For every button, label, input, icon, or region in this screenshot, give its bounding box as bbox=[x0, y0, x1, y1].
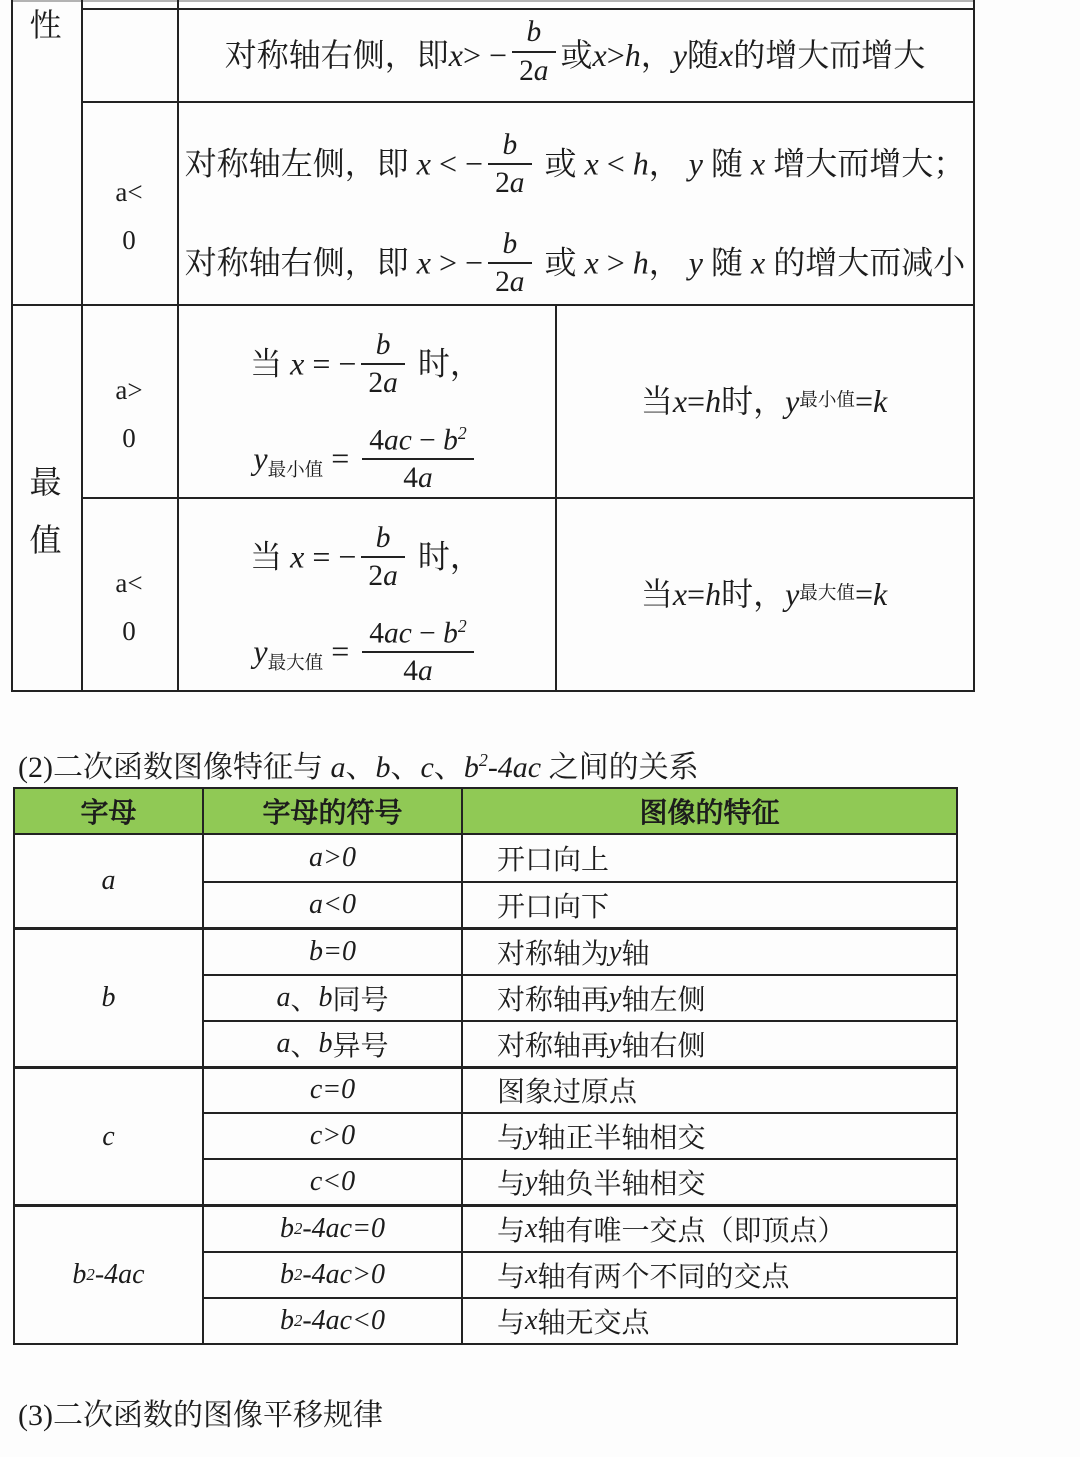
formula-line: 当 x = − $\frac{b}{2a}$ 时， bbox=[250, 521, 482, 592]
feature-cell: 对称轴再 y 轴左侧 bbox=[461, 974, 956, 1020]
column-header-feature bbox=[461, 789, 956, 835]
formula-line: 对称轴左侧，即 x < − $\frac{b}{2a}$ 或 x < h， y 随 x 增大而增大； bbox=[184, 128, 966, 199]
header-text: 字母的符号 bbox=[262, 798, 403, 829]
section-heading-3: (3)二次函数的图像平移规律 bbox=[18, 1399, 383, 1432]
letter-cell-a: a bbox=[101, 865, 116, 897]
section-label-monotonicity bbox=[13, 2, 79, 48]
formula-line: 当 x = − $\frac{b}{2a}$ 时， bbox=[250, 328, 482, 399]
condition-text: a< bbox=[115, 177, 143, 208]
sign-cell: c>0 bbox=[202, 1112, 461, 1158]
sign-cell: a 、 b 同号 bbox=[202, 974, 461, 1020]
feature-cell: 与 x 轴有唯一交点（即顶点） bbox=[461, 1204, 956, 1250]
feature-cell: 开口向上 bbox=[461, 835, 956, 881]
column-header-sign bbox=[202, 789, 461, 835]
feature-cell: 与 x 轴有两个不同的交点 bbox=[461, 1251, 956, 1297]
sign-cell: a 、 b 异号 bbox=[202, 1020, 461, 1066]
header-text: 图像的特征 bbox=[639, 798, 780, 829]
letter-cell-b: b bbox=[15, 927, 202, 1066]
minimum-vertex-form: 当 x = h 时， y 最小值 = k bbox=[640, 382, 888, 419]
column-header-letter bbox=[15, 789, 202, 835]
sign-cell: b 2 -4ac<0 bbox=[202, 1297, 461, 1343]
sign-cell: a>0 bbox=[202, 835, 461, 881]
feature-cell: 与 y 轴负半轴相交 bbox=[461, 1158, 956, 1204]
condition-cell-a-lt-0 bbox=[83, 499, 175, 716]
condition-text: 0 bbox=[122, 422, 136, 453]
properties-table bbox=[11, 0, 975, 692]
sign-cell: b=0 bbox=[202, 927, 461, 973]
section-label-text: 最 bbox=[29, 464, 63, 500]
sign-cell: c<0 bbox=[202, 1158, 461, 1204]
feature-cell: 对称轴为 y 轴 bbox=[461, 927, 956, 973]
condition-text: a> bbox=[115, 375, 143, 406]
section-label-text: 性 bbox=[29, 7, 63, 43]
condition-cell-a-gt-0 bbox=[83, 306, 175, 523]
header-text: 字母 bbox=[80, 798, 137, 829]
sign-cell: c=0 bbox=[202, 1066, 461, 1112]
formula-line: $y_{最大值}$ = $\frac{4ac - b^2}{4a}$ bbox=[253, 620, 478, 690]
condition-text: 0 bbox=[122, 224, 136, 255]
feature-cell: 图象过原点 bbox=[461, 1066, 956, 1112]
table-border-line bbox=[11, 0, 975, 2]
condition-cell-a-lt-0 bbox=[83, 103, 175, 330]
feature-cell: 对称轴再 y 轴右侧 bbox=[461, 1020, 956, 1066]
letter-cell-discriminant: b 2 -4ac bbox=[15, 1204, 202, 1343]
letter-cell-c: c bbox=[15, 1066, 202, 1205]
table-border-line bbox=[973, 0, 975, 692]
sign-cell: b 2 -4ac=0 bbox=[202, 1204, 461, 1250]
section-label-text: 值 bbox=[29, 522, 63, 558]
formula-line: $y_{最小值}$ = $\frac{4ac - b^2}{4a}$ bbox=[253, 427, 478, 497]
sign-cell: a<0 bbox=[202, 881, 461, 927]
feature-cell: 开口向下 bbox=[461, 881, 956, 927]
minimum-formula bbox=[179, 306, 553, 523]
maximum-formula bbox=[179, 499, 553, 716]
feature-cell: 与 x 轴无交点 bbox=[461, 1297, 956, 1343]
monotonicity-statements-a-lt-0 bbox=[179, 103, 971, 330]
feature-cell: 与 y 轴正半轴相交 bbox=[461, 1112, 956, 1158]
condition-text: a< bbox=[115, 568, 143, 599]
coefficient-table bbox=[13, 787, 958, 1345]
maximum-vertex-form: 当 x = h 时， y 最大值 = k bbox=[640, 575, 888, 612]
sign-cell: b 2 -4ac>0 bbox=[202, 1251, 461, 1297]
monotonicity-statement: 对称轴右侧，即 x > − $\frac{b}{2a}$ 或 x > h ， y 随 x 的增大而增大 bbox=[224, 16, 926, 87]
condition-text: 0 bbox=[122, 615, 136, 646]
formula-line: 对称轴右侧，即 x > − $\frac{b}{2a}$ 或 x > h， y 随 x 的增大而减小 bbox=[184, 228, 966, 299]
section-heading-2: (2)二次函数图像特征与 a、b、c、$b^2-4ac$ 之间的关系 bbox=[18, 750, 699, 784]
section-label-extremum bbox=[13, 306, 79, 716]
